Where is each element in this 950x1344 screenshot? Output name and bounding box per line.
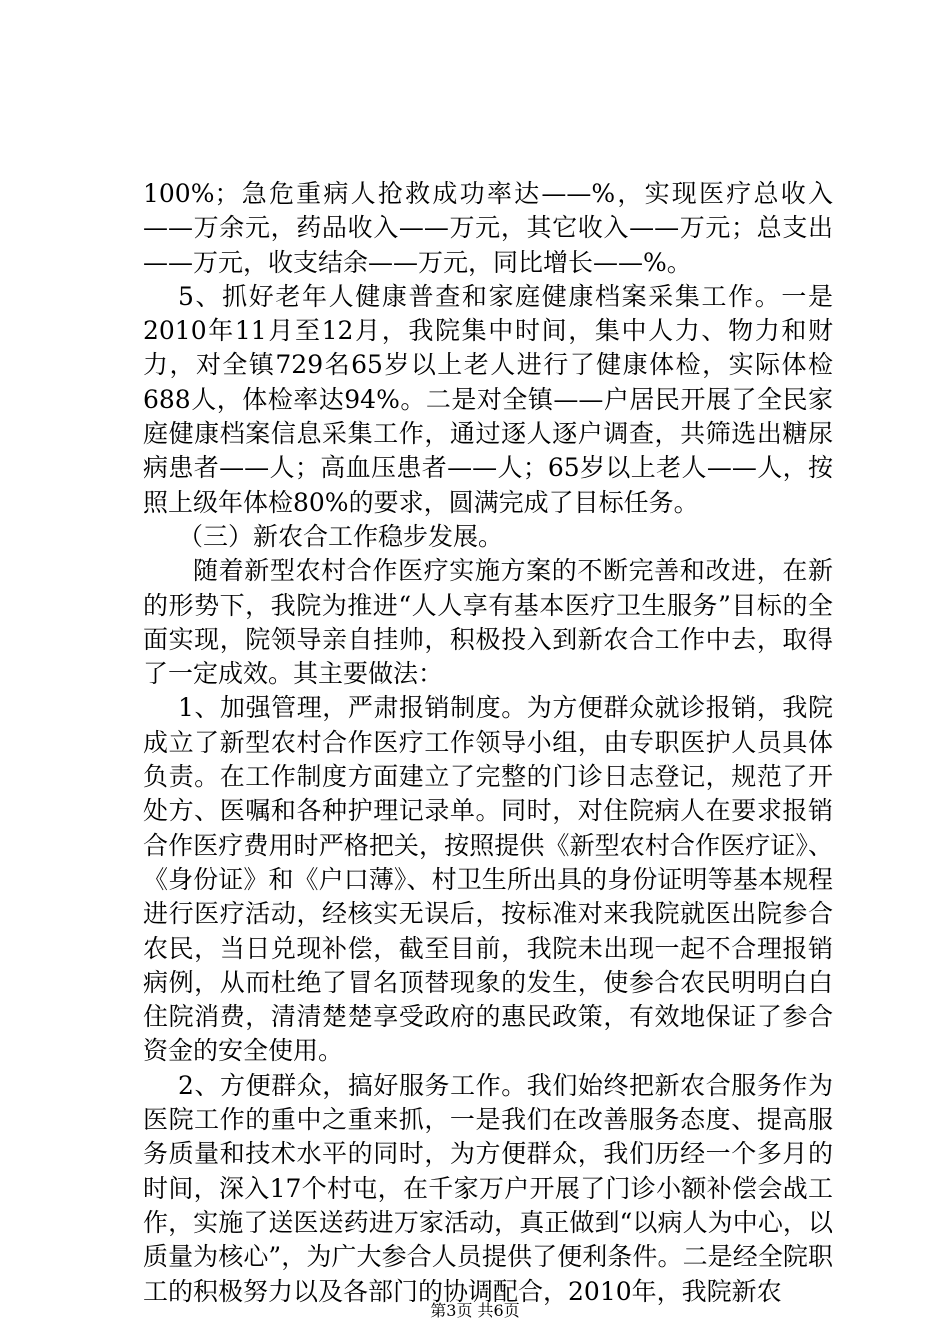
paragraph-income-summary: 100%；急危重病人抢救成功率达——%，实现医疗总收入——万余元，药品收入——万元，其它收入——万元；总支出——万元，收支结余——万元，同比增长——%。 [143, 179, 833, 277]
section-heading-new-rural-cooperative: （三）新农合工作稳步发展。 [178, 521, 504, 551]
document-body [143, 177, 833, 1309]
paragraph-cooperative-intro: 随着新型农村合作医疗实施方案的不断完善和改进，在新的形势下，我院为推进“人人享有基本医疗卫生服务”目标的全面实现，院领导亲自挂帅，积极投入到新农合工作中去，取得了一定成效。其主要做法： [143, 556, 833, 689]
paragraph-elderly-health-check: 5、抓好老年人健康普查和家庭健康档案采集工作。一是2010年11月至12月，我院集中时间，集中人力、物力和财力，对全镇729名65岁以上老人进行了健康体检，实际体检688人，体检率达94%。二是对全镇——户居民开展了全民家庭健康档案信息采集工作，通过逐人逐户调查，共筛选出糖尿病患者——人；高血压患者——人；65岁以上老人——人，按照上级年体检80%的要求，圆满完成了目标任务。 [143, 281, 833, 517]
page-footer [0, 1298, 950, 1321]
paragraph-management-reimbursement: 1、加强管理，严肃报销制度。为方便群众就诊报销，我院成立了新型农村合作医疗工作领导小组，由专职医护人员具体负责。在工作制度方面建立了完整的门诊日志登记，规范了开处方、医嘱和各种护理记录单。同时，对住院病人在要求报销合作医疗费用时严格把关，按照提供《新型农村合作医疗证》、《身份证》和《户口薄》、村卫生所出具的身份证明等基本规程进行医疗活动，经核实无误后，按标准对来我院就医出院参合农民，当日兑现补偿，截至目前，我院未出现一起不合理报销病例，从而杜绝了冒名顶替现象的发生，使参合农民明明白白住院消费，清清楚楚享受政府的惠民政策，有效地保证了参合资金的安全使用。 [143, 693, 833, 1066]
page-number-indicator: 第3页 共6页 [430, 1301, 520, 1320]
paragraph-convenient-service: 2、方便群众，搞好服务工作。我们始终把新农合服务作为医院工作的重中之重来抓，一是我们在改善服务态度、提高服务质量和技术水平的同时，为方便群众，我们历经一个多月的时间，深入17个村屯，在千家万户开展了门诊小额补偿会战工作，实施了送医送药进万家活动，真正做到“以病人为中心，以质量为核心”，为广大参合人员提供了便利条件。二是经全院职工的积极努力以及各部门的协调配合，2010年，我院新农 [143, 1070, 833, 1306]
